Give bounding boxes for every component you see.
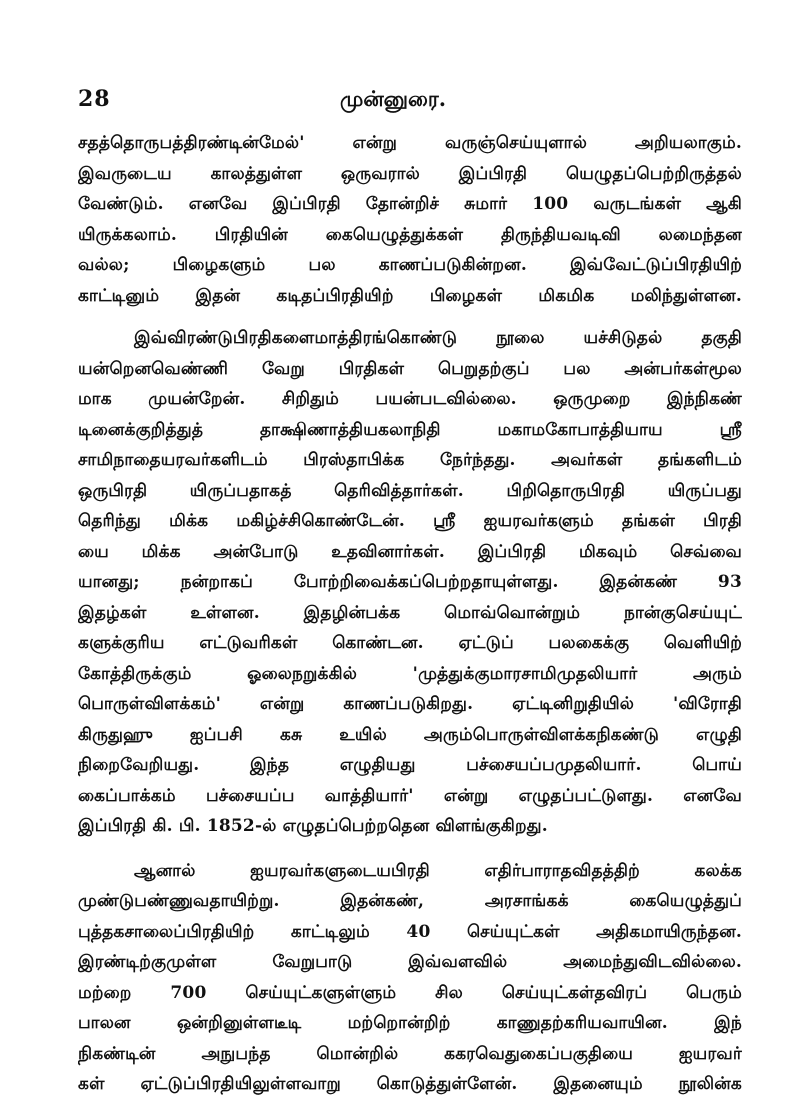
text-line: டினைக்குறித்துத் தாக்ஷிணாத்தியகலாநிதி மகாமகோபாத்தியாய ஸ்ரீ: [78, 419, 742, 440]
text-line: இவருடைய காலத்துள்ள ஒருவரால் இப்பிரதி யெழுதப்பெற்றிருத்தல்: [78, 163, 742, 184]
text-line: கள் ஏட்டுப்பிரதியிலுள்ளவாறு கொடுத்துள்ளேன். இதனையும் நூலின்க: [78, 1074, 742, 1094]
text-line: யிருக்கலாம். பிரதியின் கையெழுத்துக்கள் திருந்தியவடிவி லமைந்தன: [78, 224, 742, 245]
text-line: இரண்டிற்குமுள்ள வேறுபாடு இவ்வளவில் அமைந்துவிடவில்லை.: [78, 952, 742, 972]
text-line: புத்தகசாலைப்பிரதியிற் காட்டிலும் 40 செய்யுட்கள் அதிகமாயிருந்தன.: [78, 921, 742, 942]
text-line: சாமிநாதையரவர்களிடம் பிரஸ்தாபிக்க நேர்ந்தது. அவர்கள் தங்களிடம்: [78, 450, 742, 470]
paragraph-gap: [78, 311, 742, 323]
text-line: மற்றை 700 செய்யுட்களுள்ளும் சில செய்யுட்கள்தவிரப் பெரும்: [78, 982, 742, 1003]
text-line: இப்பிரதி கி. பி. 1852-ல் எழுதப்பெற்றதென விளங்குகிறது.: [78, 816, 548, 836]
text-line: இதழ்கள் உள்ளன. இதழின்பக்க மொவ்வொன்றும் நான்குசெய்யுட்: [78, 602, 742, 623]
page-header: [78, 86, 738, 120]
text-line: யை மிக்க அன்போடு உதவினார்கள். இப்பிரதி மிகவும் செவ்வை: [78, 541, 742, 562]
paragraph-1: [78, 128, 742, 311]
text-line: வல்ல; பிழைகளும் பல காணப்படுகின்றன. இவ்வேட்டுப்பிரதியிற்: [78, 255, 742, 275]
text-line: முண்டுபண்ணுவதாயிற்று. இதன்கண், அரசாங்கக் கையெழுத்துப்: [78, 891, 742, 911]
paragraph-gap: [78, 842, 742, 856]
text-line: யன்றெனவெண்ணி வேறு பிரதிகள் பெறுதற்குப் பல அன்பர்கள்மூல: [78, 358, 742, 379]
text-line: நிறைவேறியது. இந்த எழுதியது பச்சையப்பமுதலியார். பொய்: [78, 755, 742, 775]
text-line: பொருள்விளக்கம்' என்று காணப்படுகிறது. ஏட்டினிறுதியில் 'விரோதி: [78, 694, 742, 714]
text-line: ஆனால் ஐயரவர்களுடையபிரதி எதிர்பாராதவிதத்திற் கலக்க: [134, 860, 742, 881]
text-line: கோத்திருக்கும் ஓலைநறுக்கில் 'முத்துக்குமாரசாமிமுதலியார் அரும்: [78, 663, 742, 684]
text-line: கைப்பாக்கம் பச்சையப்ப வாத்தியார்' என்று எழுதப்பட்டுளது. எனவே: [78, 785, 742, 806]
running-title: முன்னுரை.: [340, 86, 447, 111]
text-line: யானது; நன்றாகப் போற்றிவைக்கப்பெற்றதாயுள்ளது. இதன்கண் 93: [78, 572, 742, 592]
text-line: காட்டினும் இதன் கடிதப்பிரதியிற் பிழைகள் மிகமிக மலிந்துள்ளன.: [78, 285, 742, 306]
body-text: [78, 128, 742, 1100]
text-line: தெரிந்து மிக்க மகிழ்ச்சிகொண்டேன். ஸ்ரீ ஐயரவர்களும் தங்கள் பிரதி: [78, 511, 742, 531]
text-line: களுக்குரிய எட்டுவரிகள் கொண்டன. ஏட்டுப் பலகைக்கு வெளியிற்: [78, 633, 742, 653]
page-number: 28: [78, 86, 111, 112]
text-line: கிருதுஹு ஐப்பசி கசு உயில் அரும்பொருள்விளக்கநிகண்டு எழுதி: [78, 724, 742, 745]
text-line: மாக முயன்றேன். சிறிதும் பயன்படவில்லை. ஒருமுறை இந்நிகண்: [78, 389, 742, 409]
text-line: பாலன ஒன்றினுள்ளடீடி மற்றொன்றிற் காணுதற்கரியவாயின. இந்: [78, 1013, 742, 1033]
text-line: ஒருபிரதி யிருப்பதாகத் தெரிவித்தார்கள். பிறிதொருபிரதி யிருப்பது: [78, 480, 742, 501]
text-line: வேண்டும். எனவே இப்பிரதி தோன்றிச் சுமார் 100 வருடங்கள் ஆகி: [78, 194, 742, 214]
text-line: சதத்தொருபத்திரண்டின்மேல்' என்று வருஞ்செய்யுளால் அறியலாகும்.: [78, 133, 742, 153]
paragraph-2: [78, 323, 742, 842]
text-line: நிகண்டின் அநுபந்த மொன்றில் ககரவெதுகைப்பகுதியை ஐயரவர்: [78, 1043, 742, 1064]
text-line: இவ்விரண்டுபிரதிகளைமாத்திரங்கொண்டு நூலை யச்சிடுதல் தகுதி: [134, 328, 742, 348]
paragraph-3: [78, 856, 742, 1100]
